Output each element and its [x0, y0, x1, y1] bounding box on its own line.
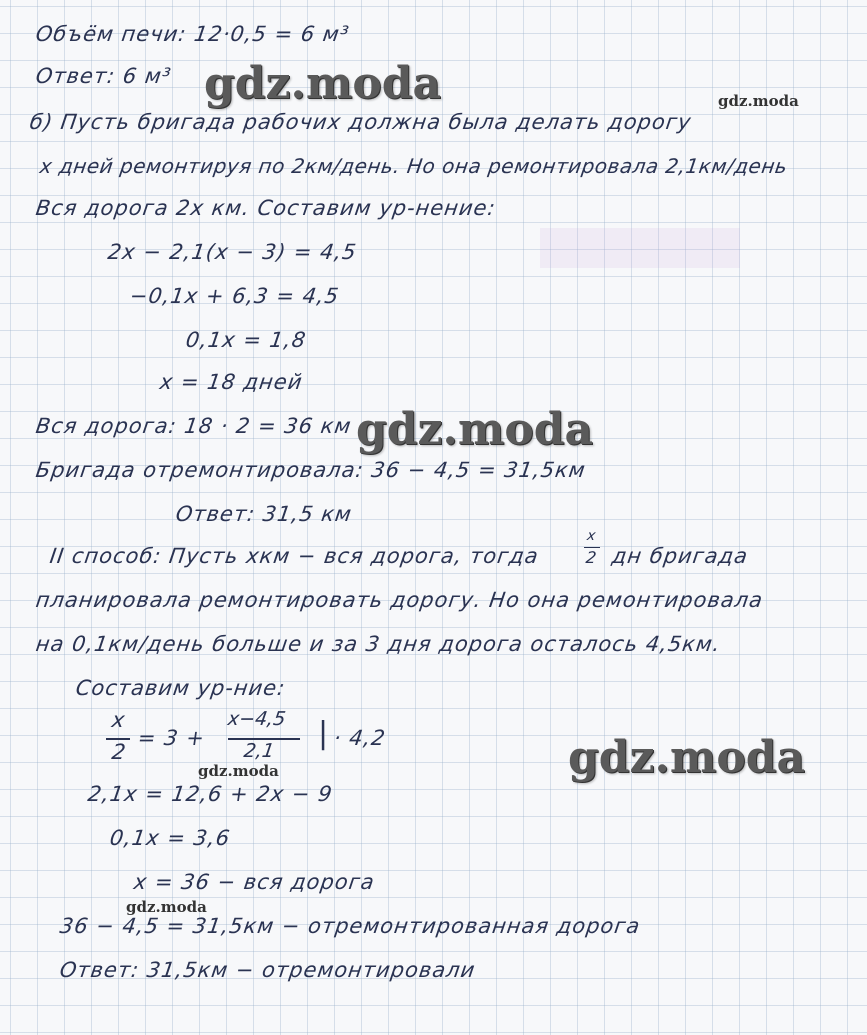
- inline-fraction-numerator: x: [585, 528, 597, 544]
- equation-3: 0,1x = 1,8: [184, 328, 308, 352]
- line-days: x дней ремонтируя по 2км/день. Но она ремонтировала 2,1км/день: [38, 154, 790, 178]
- line-compose: Составим ур-ние:: [74, 676, 288, 700]
- equation-1: 2x − 2,1(x − 3) = 4,5: [106, 240, 359, 264]
- watermark: gdz.moda: [204, 58, 442, 109]
- equation-6: 2,1x = 12,6 + 2x − 9: [86, 782, 335, 806]
- equation-5-mid: = 3 +: [136, 726, 207, 750]
- fraction-left-denominator: 2: [110, 740, 128, 764]
- line-planned: планировала ремонтировать дорогу. Но она ремонтировала: [34, 588, 765, 612]
- equation-7: 0,1x = 3,6: [108, 826, 232, 850]
- line-method-2-cont: дн бригада: [610, 544, 750, 568]
- line-repaired: Бригада отремонтировала: 36 − 4,5 = 31,5км: [34, 458, 588, 482]
- fraction-right-numerator: x−4,5: [226, 708, 287, 730]
- line-repaired-road: 36 − 4,5 = 31,5км − отремонтированная дорога: [58, 914, 643, 938]
- watermark: gdz.moda: [198, 762, 279, 780]
- inline-fraction: [582, 528, 606, 578]
- line-answer-2: Ответ: 31,5 км: [174, 502, 354, 526]
- fraction-left-numerator: x: [110, 708, 127, 732]
- inline-fraction-denominator: 2: [584, 548, 598, 567]
- equation-2: −0,1x + 6,3 = 4,5: [128, 284, 341, 308]
- watermark: gdz.moda: [568, 732, 806, 783]
- line-answer-3: Ответ: 31,5км − отремонтировали: [58, 958, 478, 982]
- watermark: gdz.moda: [356, 404, 594, 455]
- equation-4: x = 18 дней: [158, 370, 305, 394]
- fraction-right: [226, 708, 306, 768]
- fraction-right-denominator: 2,1: [242, 740, 276, 762]
- line-volume: Объём печи: 12·0,5 = 6 м³: [34, 22, 351, 46]
- equation-8: x = 36 − вся дорога: [132, 870, 377, 894]
- bracket: |: [318, 716, 329, 751]
- faint-mark: [540, 228, 740, 268]
- watermark: gdz.moda: [126, 898, 207, 916]
- line-whole-road-result: Вся дорога: 18 · 2 = 36 км: [34, 414, 354, 438]
- line-answer-1: Ответ: 6 м³: [34, 64, 174, 88]
- equation-5-right: · 4,2: [332, 726, 388, 750]
- line-whole-road: Вся дорога 2x км. Составим ур-нение:: [34, 196, 498, 220]
- line-method-2: II способ: Пусть xкм − вся дорога, тогда: [48, 544, 541, 568]
- line-task-b: б) Пусть бригада рабочих должна была делать дорогу: [28, 110, 694, 134]
- fraction-left: [104, 708, 134, 768]
- watermark: gdz.moda: [718, 92, 799, 110]
- line-more: на 0,1км/день больше и за 3 дня дорога осталось 4,5км.: [34, 632, 723, 656]
